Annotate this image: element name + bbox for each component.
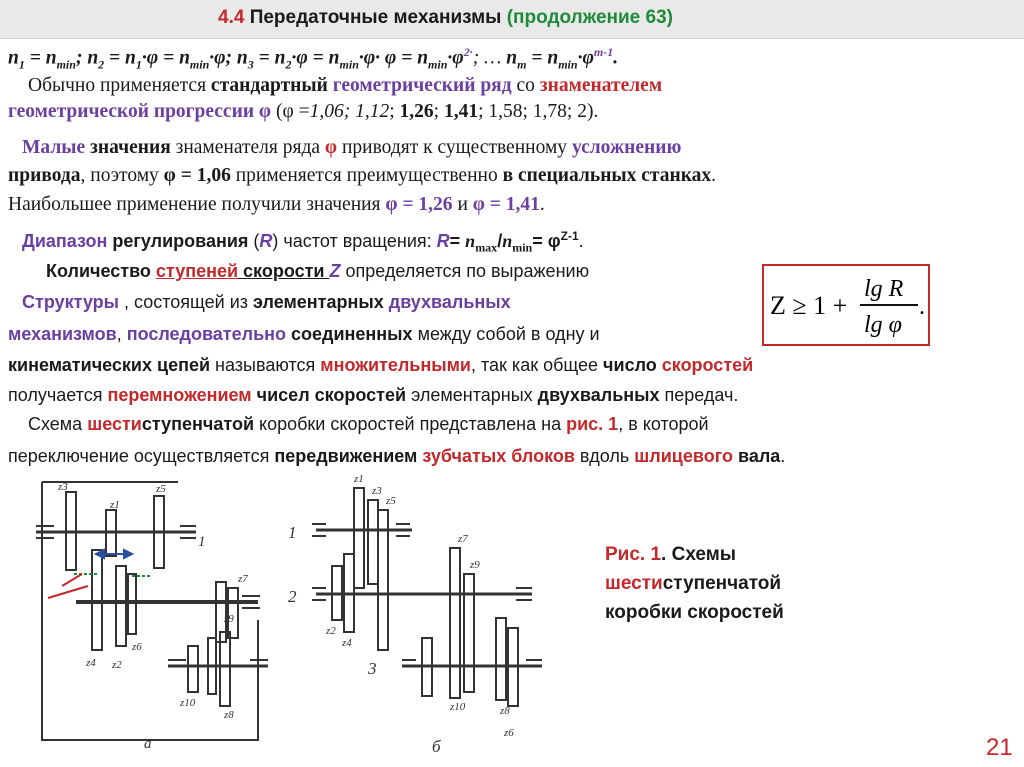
formula-lhs: Z ≥ 1 +: [770, 291, 848, 320]
label-z5: z5: [156, 483, 166, 495]
gear-z10: [188, 646, 198, 692]
speed-count-formula: [764, 266, 928, 344]
speed-series-formula: $n_1 = n_{min}$; $n_2 = n_1\cdot\varphi = n_{min}\cdot\varphi$; $n_3 = n_2\cdot\varphi = n_{min}\cdot\varphi\cdot \varphi = n_{min}\cdot\varphi^{2\cdot}$; … $n_m = n_{min}\cdot\varphi^{m-1}$.: [8, 45, 619, 72]
label-z8: z8: [224, 709, 234, 721]
para2-line2: привода, поэтому φ = 1,06 применяется преимущественно в специальных станках.: [8, 165, 717, 186]
gear-z8: [220, 632, 230, 706]
label-z9: z9: [224, 613, 234, 625]
label-z4: z4: [342, 637, 352, 649]
formula-numerator: lg R: [864, 276, 904, 302]
title-continuation: (продолжение 63): [506, 7, 673, 28]
label-z10: z10: [180, 697, 196, 709]
caption-ref: Рис. 1: [605, 544, 662, 565]
label-shaft-3: 3: [368, 659, 377, 678]
gear-z3: [368, 500, 378, 584]
label-z7: z7: [458, 533, 468, 545]
para4-line1: Количество ступеней скорости Z определяется по выражению: [46, 261, 590, 281]
figure-caption: Рис. 1. Схемы шестиступенчатой коробки скоростей: [605, 544, 784, 623]
para4-line4: кинематических цепей называются множительными, так как общее число скоростей: [8, 355, 754, 375]
range-formula-line: Диапазон регулирования (R) частот вращения: $R= n_{max}/n_{min}= \varphi^{Z-1}$.: [22, 229, 584, 255]
label-z1: z1: [354, 473, 364, 485]
gear-z1: [354, 488, 364, 588]
para4-line5: получается перемножением чисел скоростей элементарных двухвальных передач.: [8, 385, 739, 405]
para1-line2: геометрической прогрессии φ (φ =1,06; 1,12; 1,26; 1,41; 1,58; 1,78; 2).: [8, 101, 599, 122]
label-z2: z2: [112, 659, 122, 671]
para1-line1: Обычно применяется стандартный геометрический ряд со знаменателем: [28, 75, 663, 96]
title-bar: [0, 0, 1024, 39]
gear-z7: [450, 548, 460, 698]
label-z3: z3: [372, 485, 382, 497]
para4-line3: механизмов, последовательно соединенных между собой в одну и: [8, 324, 600, 344]
label-shaft-1: 1: [198, 534, 206, 550]
scheme-b-label: б: [432, 737, 441, 756]
para5-line1: Схема шестиступенчатой коробки скоростей представлена на рис. 1, в которой: [28, 414, 709, 434]
label-z9: z9: [470, 559, 480, 571]
label-z2: z2: [326, 625, 336, 637]
label-z1: z1: [110, 499, 120, 511]
label-z3: z3: [58, 481, 68, 493]
scheme-a-label: а: [144, 736, 152, 752]
label-z6: z6: [132, 641, 142, 653]
label-z8: z8: [500, 705, 510, 717]
title-number: 4.4: [218, 7, 245, 28]
gear-z8: [496, 618, 506, 700]
page-number: 21: [986, 734, 1013, 761]
scheme-b-gearbox-diagram: [282, 470, 562, 760]
speed-count-formula-box: [762, 264, 930, 346]
formula-denominator: lg φ: [864, 312, 902, 338]
label-shaft-2: 2: [288, 587, 297, 606]
label-shaft-1: 1: [288, 523, 297, 542]
para4-line2: Структуры , состоящей из элементарных двухвальных: [22, 292, 511, 312]
gear-z9: [464, 574, 474, 692]
label-z10: z10: [450, 701, 466, 713]
title-text: Передаточные механизмы: [249, 7, 502, 28]
para2-line1: Малые значения знаменателя ряда φ приводят к существенному усложнению: [22, 137, 682, 158]
scheme-a-gearbox-diagram: [28, 470, 288, 760]
formula-dot: .: [919, 294, 925, 320]
label-z4: z4: [86, 657, 96, 669]
para5-line2: переключение осуществляется передвижением зубчатых блоков вдоль шлицевого вала.: [8, 446, 786, 466]
label-z7: z7: [238, 573, 248, 585]
label-z6: z6: [504, 727, 514, 739]
gear-z2: [116, 566, 126, 646]
para2-line3: Наибольшее применение получили значения φ = 1,26 и φ = 1,41.: [8, 194, 545, 215]
slide-title: [218, 7, 673, 29]
label-z5: z5: [386, 495, 396, 507]
